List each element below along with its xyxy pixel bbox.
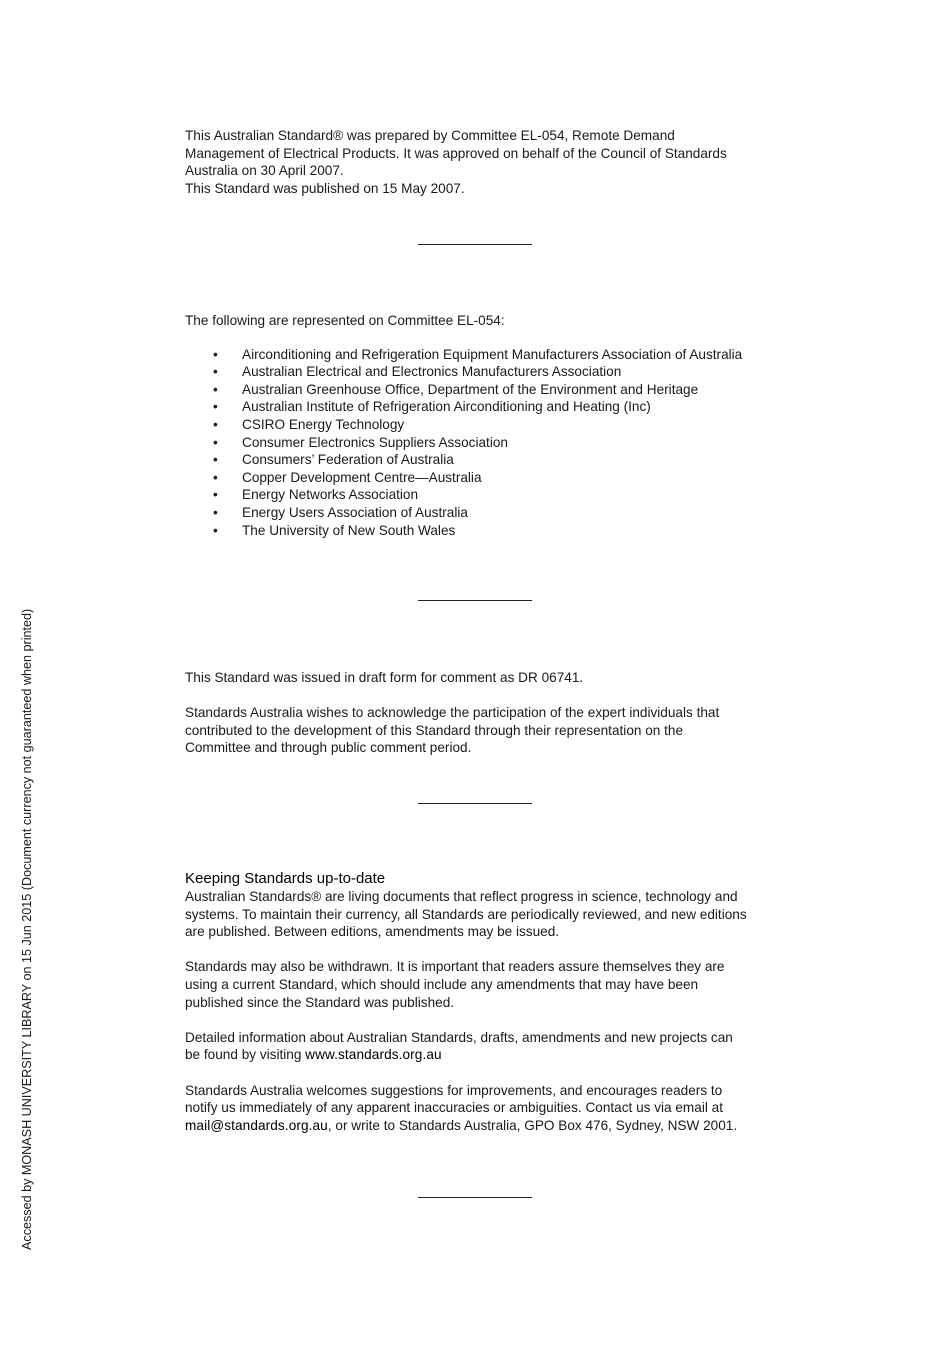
list-item — [185, 363, 775, 381]
paragraph-line: are published. Between editions, amendments may be issued. — [185, 924, 560, 940]
section-heading: Keeping Standards up-to-date — [185, 870, 386, 887]
contact-address-text: , or write to Standards Australia, GPO Box 476, Sydney, NSW 2001. — [327, 1117, 738, 1133]
committee-member: CSIRO Energy Technology — [242, 416, 405, 432]
bullet-icon: • — [213, 504, 218, 520]
preparation-line: This Australian Standard® was prepared by Committee EL-054, Remote Demand — [185, 128, 675, 143]
access-notice: Accessed by MONASH UNIVERSITY LIBRARY on 15 Jun 2015 (Document currency not guaranteed when printed) — [20, 608, 34, 1250]
draft-issued-text: This Standard was issued in draft form for comment as DR 06741. — [185, 670, 584, 685]
section-divider — [418, 600, 532, 601]
keeping-standards-section — [185, 870, 775, 1134]
paragraph-line — [185, 1046, 775, 1064]
section-divider — [418, 1197, 532, 1198]
paragraph-line: using a current Standard, which should include any amendments that may have been — [185, 976, 699, 992]
list-item — [185, 416, 775, 434]
preparation-line: Management of Electrical Products. It was approved on behalf of the Council of Standards — [185, 145, 727, 161]
preparation-statement — [185, 127, 775, 197]
paragraph-line: systems. To maintain their currency, all Standards are periodically reviewed, and new editions — [185, 906, 747, 922]
bullet-icon: • — [213, 522, 218, 538]
paragraph-line — [185, 1117, 775, 1135]
publication-date-line: This Standard was published on 15 May 2007. — [185, 180, 465, 196]
committee-member: The University of New South Wales — [242, 522, 456, 538]
list-item — [185, 381, 775, 399]
section-divider — [418, 803, 532, 804]
bullet-icon: • — [213, 416, 218, 432]
list-item — [185, 451, 775, 469]
bullet-icon: • — [213, 434, 218, 450]
committee-member: Australian Institute of Refrigeration Airconditioning and Heating (Inc) — [242, 399, 651, 415]
paragraph-line: notify us immediately of any apparent inaccuracies or ambiguities. Contact us via email at — [185, 1100, 723, 1116]
list-item — [185, 504, 775, 522]
bullet-icon: • — [213, 381, 218, 397]
bullet-icon: • — [213, 487, 218, 503]
list-item — [185, 346, 775, 364]
acknowledgement-line: contributed to the development of this Standard through their representation on the — [185, 722, 684, 738]
acknowledgement-line: Committee and through public comment period. — [185, 740, 472, 756]
section-divider — [418, 244, 532, 245]
bullet-icon: • — [213, 399, 218, 415]
committee-member: Consumers’ Federation of Australia — [242, 452, 454, 468]
committee-member: Airconditioning and Refrigeration Equipment Manufacturers Association of Australia — [242, 346, 743, 362]
committee-lead-text: The following are represented on Committee EL-054: — [185, 313, 505, 328]
bullet-icon: • — [213, 452, 218, 468]
committee-member: Copper Development Centre—Australia — [242, 469, 482, 485]
committee-member: Australian Electrical and Electronics Manufacturers Association — [242, 364, 622, 380]
committee-section — [185, 312, 775, 539]
website-link[interactable]: www.standards.org.au — [305, 1047, 442, 1063]
paragraph-line: Standards may also be withdrawn. It is important that readers assure themselves they are — [185, 959, 725, 975]
draft-section — [185, 669, 775, 757]
list-item — [185, 469, 775, 487]
committee-member: Australian Greenhouse Office, Department of the Environment and Heritage — [242, 381, 699, 397]
list-item — [185, 522, 775, 540]
committee-member: Energy Users Association of Australia — [242, 504, 468, 520]
paragraph-line: Detailed information about Australian Standards, drafts, amendments and new projects can — [185, 1029, 733, 1045]
preparation-line: Australia on 30 April 2007. — [185, 163, 344, 179]
acknowledgement-line: Standards Australia wishes to acknowledge the participation of the expert individuals that — [185, 705, 720, 721]
committee-member: Consumer Electronics Suppliers Association — [242, 434, 508, 450]
committee-member: Energy Networks Association — [242, 487, 419, 503]
paragraph-line: Australian Standards® are living documents that reflect progress in science, technology and — [185, 889, 738, 904]
paragraph-line: Standards Australia welcomes suggestions for improvements, and encourages readers to — [185, 1082, 723, 1098]
bullet-icon: • — [213, 346, 218, 362]
bullet-icon: • — [213, 469, 218, 485]
email-link[interactable]: mail@standards.org.au — [185, 1117, 328, 1133]
list-item — [185, 486, 775, 504]
bullet-icon: • — [213, 364, 218, 380]
list-item — [185, 434, 775, 452]
website-prefix-text: be found by visiting — [185, 1047, 306, 1063]
paragraph-line: published since the Standard was published. — [185, 994, 455, 1010]
list-item — [185, 398, 775, 416]
committee-member-list — [185, 346, 775, 540]
